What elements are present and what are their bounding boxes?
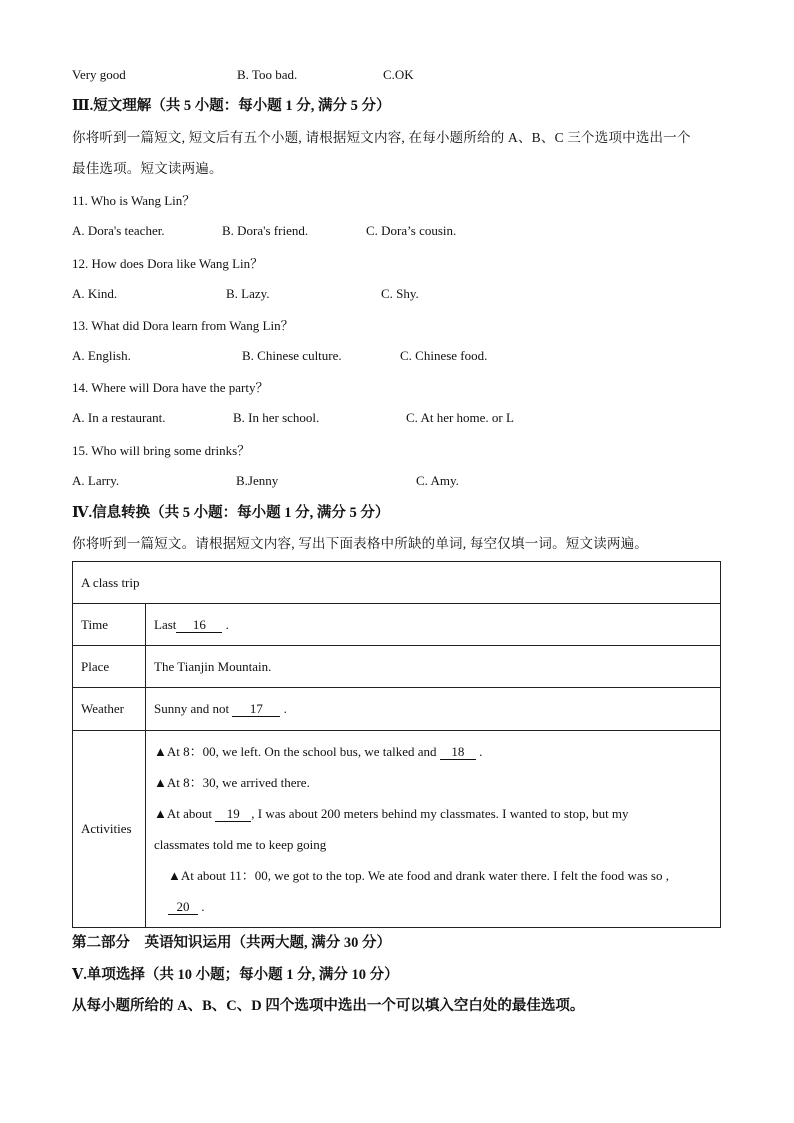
q14-option-b: B. In her school.: [233, 410, 320, 425]
time-value: [146, 604, 721, 646]
weather-value: [146, 688, 721, 731]
blank-16: 16: [176, 617, 222, 633]
activity-3: [154, 798, 712, 829]
place-value: The Tianjin Mountain.: [146, 646, 721, 688]
activity-1: [154, 736, 712, 767]
section3-instruction-line1: 你将听到一篇短文, 短文后有五个小题, 请根据短文内容, 在每小题所给的 A、B、C 三个选项中选出一个: [72, 130, 691, 145]
section4-instruction: 你将听到一篇短文。请根据短文内容, 写出下面表格中所缺的单词, 每空仅填一词。短文读两遍。: [72, 536, 648, 551]
q11-option-c: C. Dora’s cousin.: [366, 223, 457, 238]
table-header: A class trip: [73, 562, 721, 604]
q12-option-c: C. Shy.: [381, 286, 419, 301]
blank-20: 20: [168, 899, 198, 915]
activity-3-line2: classmates told me to keep going: [154, 837, 327, 852]
question-14: 14. Where will Dora have the party？: [72, 380, 269, 395]
q15-option-c: C. Amy.: [416, 473, 459, 488]
blank-18: 18: [440, 744, 476, 760]
class-trip-table: [72, 561, 721, 928]
activity-2: ▲At 8：30, we arrived there.: [154, 775, 310, 790]
question-12: 12. How does Dora like Wang Lin？: [72, 256, 264, 271]
blank-17: 17: [232, 701, 280, 717]
q11-option-b: B. Dora's friend.: [222, 223, 309, 238]
q12-option-b: B. Lazy.: [226, 286, 270, 301]
section5-instruction: 从每小题所给的 A、B、C、D 四个选项中选出一个可以填入空白处的最佳选项。: [72, 998, 585, 1014]
option-a: Very good: [72, 67, 126, 82]
section5-title: Ⅴ.单项选择（共 10 小题；每小题 1 分, 满分 10 分）: [72, 967, 399, 983]
activity-3-prefix: ▲At about: [154, 806, 212, 821]
time-prefix: Last: [154, 616, 177, 632]
q13-option-c: C. Chinese food.: [400, 348, 488, 363]
activity-4: ▲At about 11：00, we got to the top. We ate food and drank water there. I felt the food was so ,: [168, 868, 669, 883]
activities-value: [146, 731, 721, 928]
activity-4-line2: [154, 891, 712, 922]
q14-option-a: A. In a restaurant.: [72, 410, 166, 425]
q11-option-a: A. Dora's teacher.: [72, 223, 165, 238]
section3-title: Ⅲ.短文理解（共 5 小题：每小题 1 分, 满分 5 分）: [72, 98, 391, 114]
activity-1-period: .: [479, 744, 483, 759]
q13-option-b: B. Chinese culture.: [242, 348, 342, 363]
section3-instruction-line2: 最佳选项。短文读两遍。: [72, 161, 223, 176]
q15-option-a: A. Larry.: [72, 473, 120, 488]
blank-19: 19: [215, 806, 251, 822]
time-period: .: [225, 616, 229, 632]
q12-option-a: A. Kind.: [72, 286, 118, 301]
activity-3-suffix: , I was about 200 meters behind my classmates. I wanted to stop, but my: [251, 806, 629, 821]
activity-4-period: .: [201, 899, 205, 914]
q14-option-c: C. At her home. or L: [406, 410, 514, 425]
question-11: 11. Who is Wang Lin？: [72, 193, 196, 208]
part2-title: 第二部分 英语知识运用（共两大题, 满分 30 分）: [72, 935, 391, 951]
activity-1-text: ▲At 8：00, we left. On the school bus, we talked and: [154, 744, 437, 759]
q15-option-b: B.Jenny: [236, 473, 279, 488]
activities-label: Activities: [73, 731, 146, 928]
weather-period: .: [283, 701, 287, 716]
q13-option-a: A. English.: [72, 348, 131, 363]
weather-prefix: Sunny and not: [154, 701, 230, 716]
option-c: C.OK: [383, 67, 414, 82]
place-label: Place: [73, 646, 146, 688]
question-15: 15. Who will bring some drinks？: [72, 443, 251, 458]
section4-title: Ⅳ.信息转换（共 5 小题：每小题 1 分, 满分 5 分）: [72, 505, 390, 521]
time-label: Time: [73, 604, 146, 646]
weather-label: Weather: [73, 688, 146, 731]
option-b: B. Too bad.: [237, 67, 298, 82]
question-13: 13. What did Dora learn from Wang Lin？: [72, 318, 294, 333]
